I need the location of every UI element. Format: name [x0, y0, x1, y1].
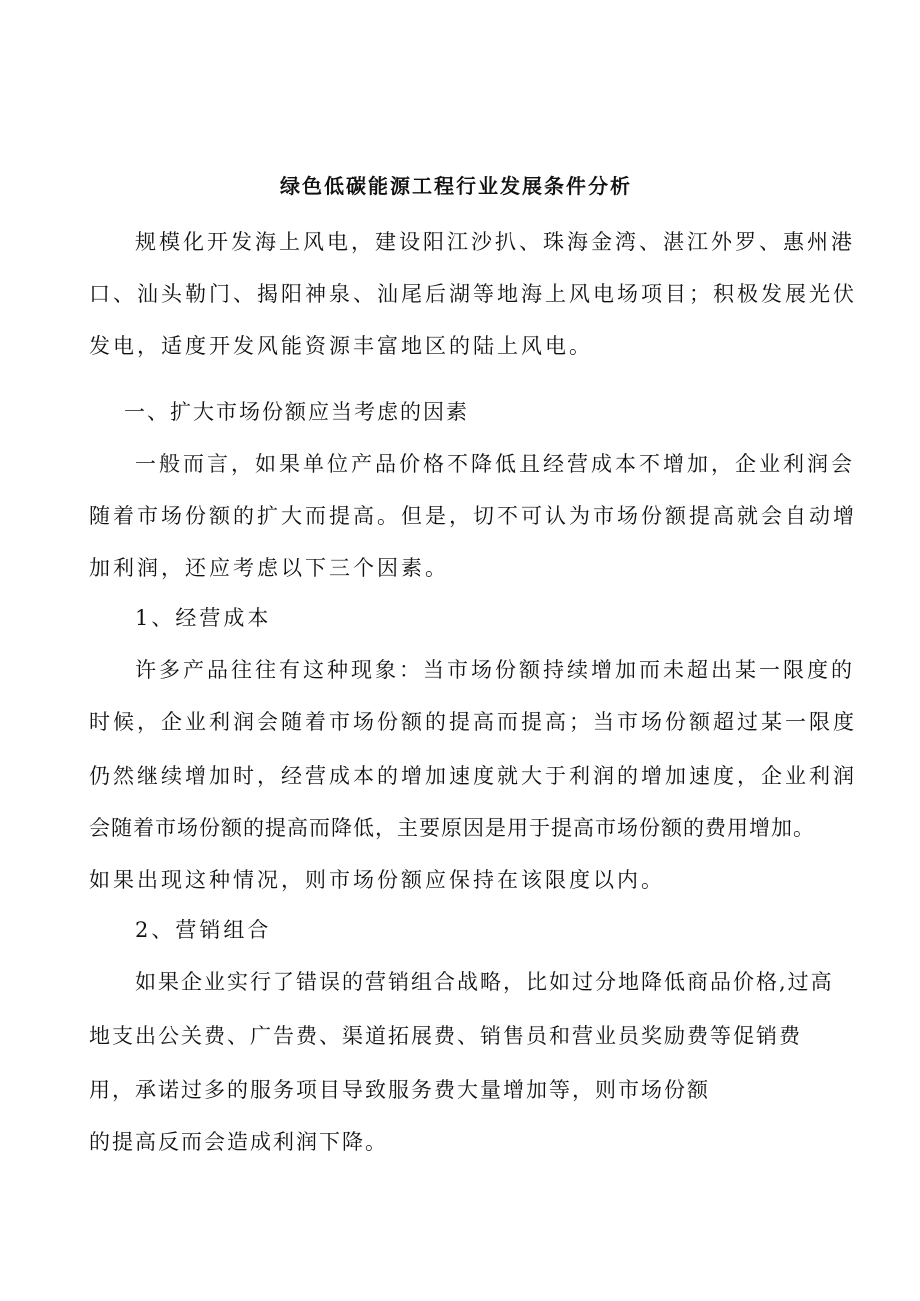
body-line: 口、汕头勒门、揭阳神泉、汕尾后湖等地海上风电场项目；积极发展光伏	[89, 282, 857, 306]
body-line: 地支出公关费、广告费、渠道拓展费、销售员和营业员奖励费等促销费	[89, 1024, 802, 1048]
body-line: 发电，适度开发风能资源丰富地区的陆上风电。	[89, 334, 593, 358]
body-line: 一般而言，如果单位产品价格不降低且经营成本不增加，企业利润会	[135, 452, 855, 476]
subsection-heading: 2、营销组合	[135, 918, 272, 942]
document-title: 绿色低碳能源工程行业发展条件分析	[280, 174, 632, 198]
body-line: 随着市场份额的扩大而提高。但是，切不可认为市场份额提高就会自动增	[89, 504, 857, 528]
section-heading: 一、扩大市场份额应当考虑的因素	[124, 400, 469, 424]
body-line: 如果企业实行了错误的营销组合战略，比如过分地降低商品价格,过高	[135, 970, 834, 994]
body-line: 许多产品往往有这种现象：当市场份额持续增加而未超出某一限度的	[135, 658, 855, 682]
body-line: 仍然继续增加时，经营成本的增加速度就大于利润的增加速度，企业利润	[89, 764, 857, 788]
body-line: 加利润，还应考虑以下三个因素。	[89, 556, 449, 580]
body-line: 如果出现这种情况，则市场份额应保持在该限度以内。	[89, 868, 665, 892]
subsection-heading: 1、经营成本	[135, 606, 272, 630]
body-line: 用，承诺过多的服务项目导致服务费大量增加等，则市场份额	[89, 1078, 710, 1102]
body-line: 规模化开发海上风电，建设阳江沙扒、珠海金湾、湛江外罗、惠州港	[135, 230, 855, 254]
body-line: 会随着市场份额的提高而降低，主要原因是用于提高市场份额的费用增加。	[89, 816, 815, 840]
body-line: 的提高反而会造成利润下降。	[89, 1130, 388, 1154]
body-line: 时候，企业利润会随着市场份额的提高而提高；当市场份额超过某一限度	[89, 710, 857, 734]
